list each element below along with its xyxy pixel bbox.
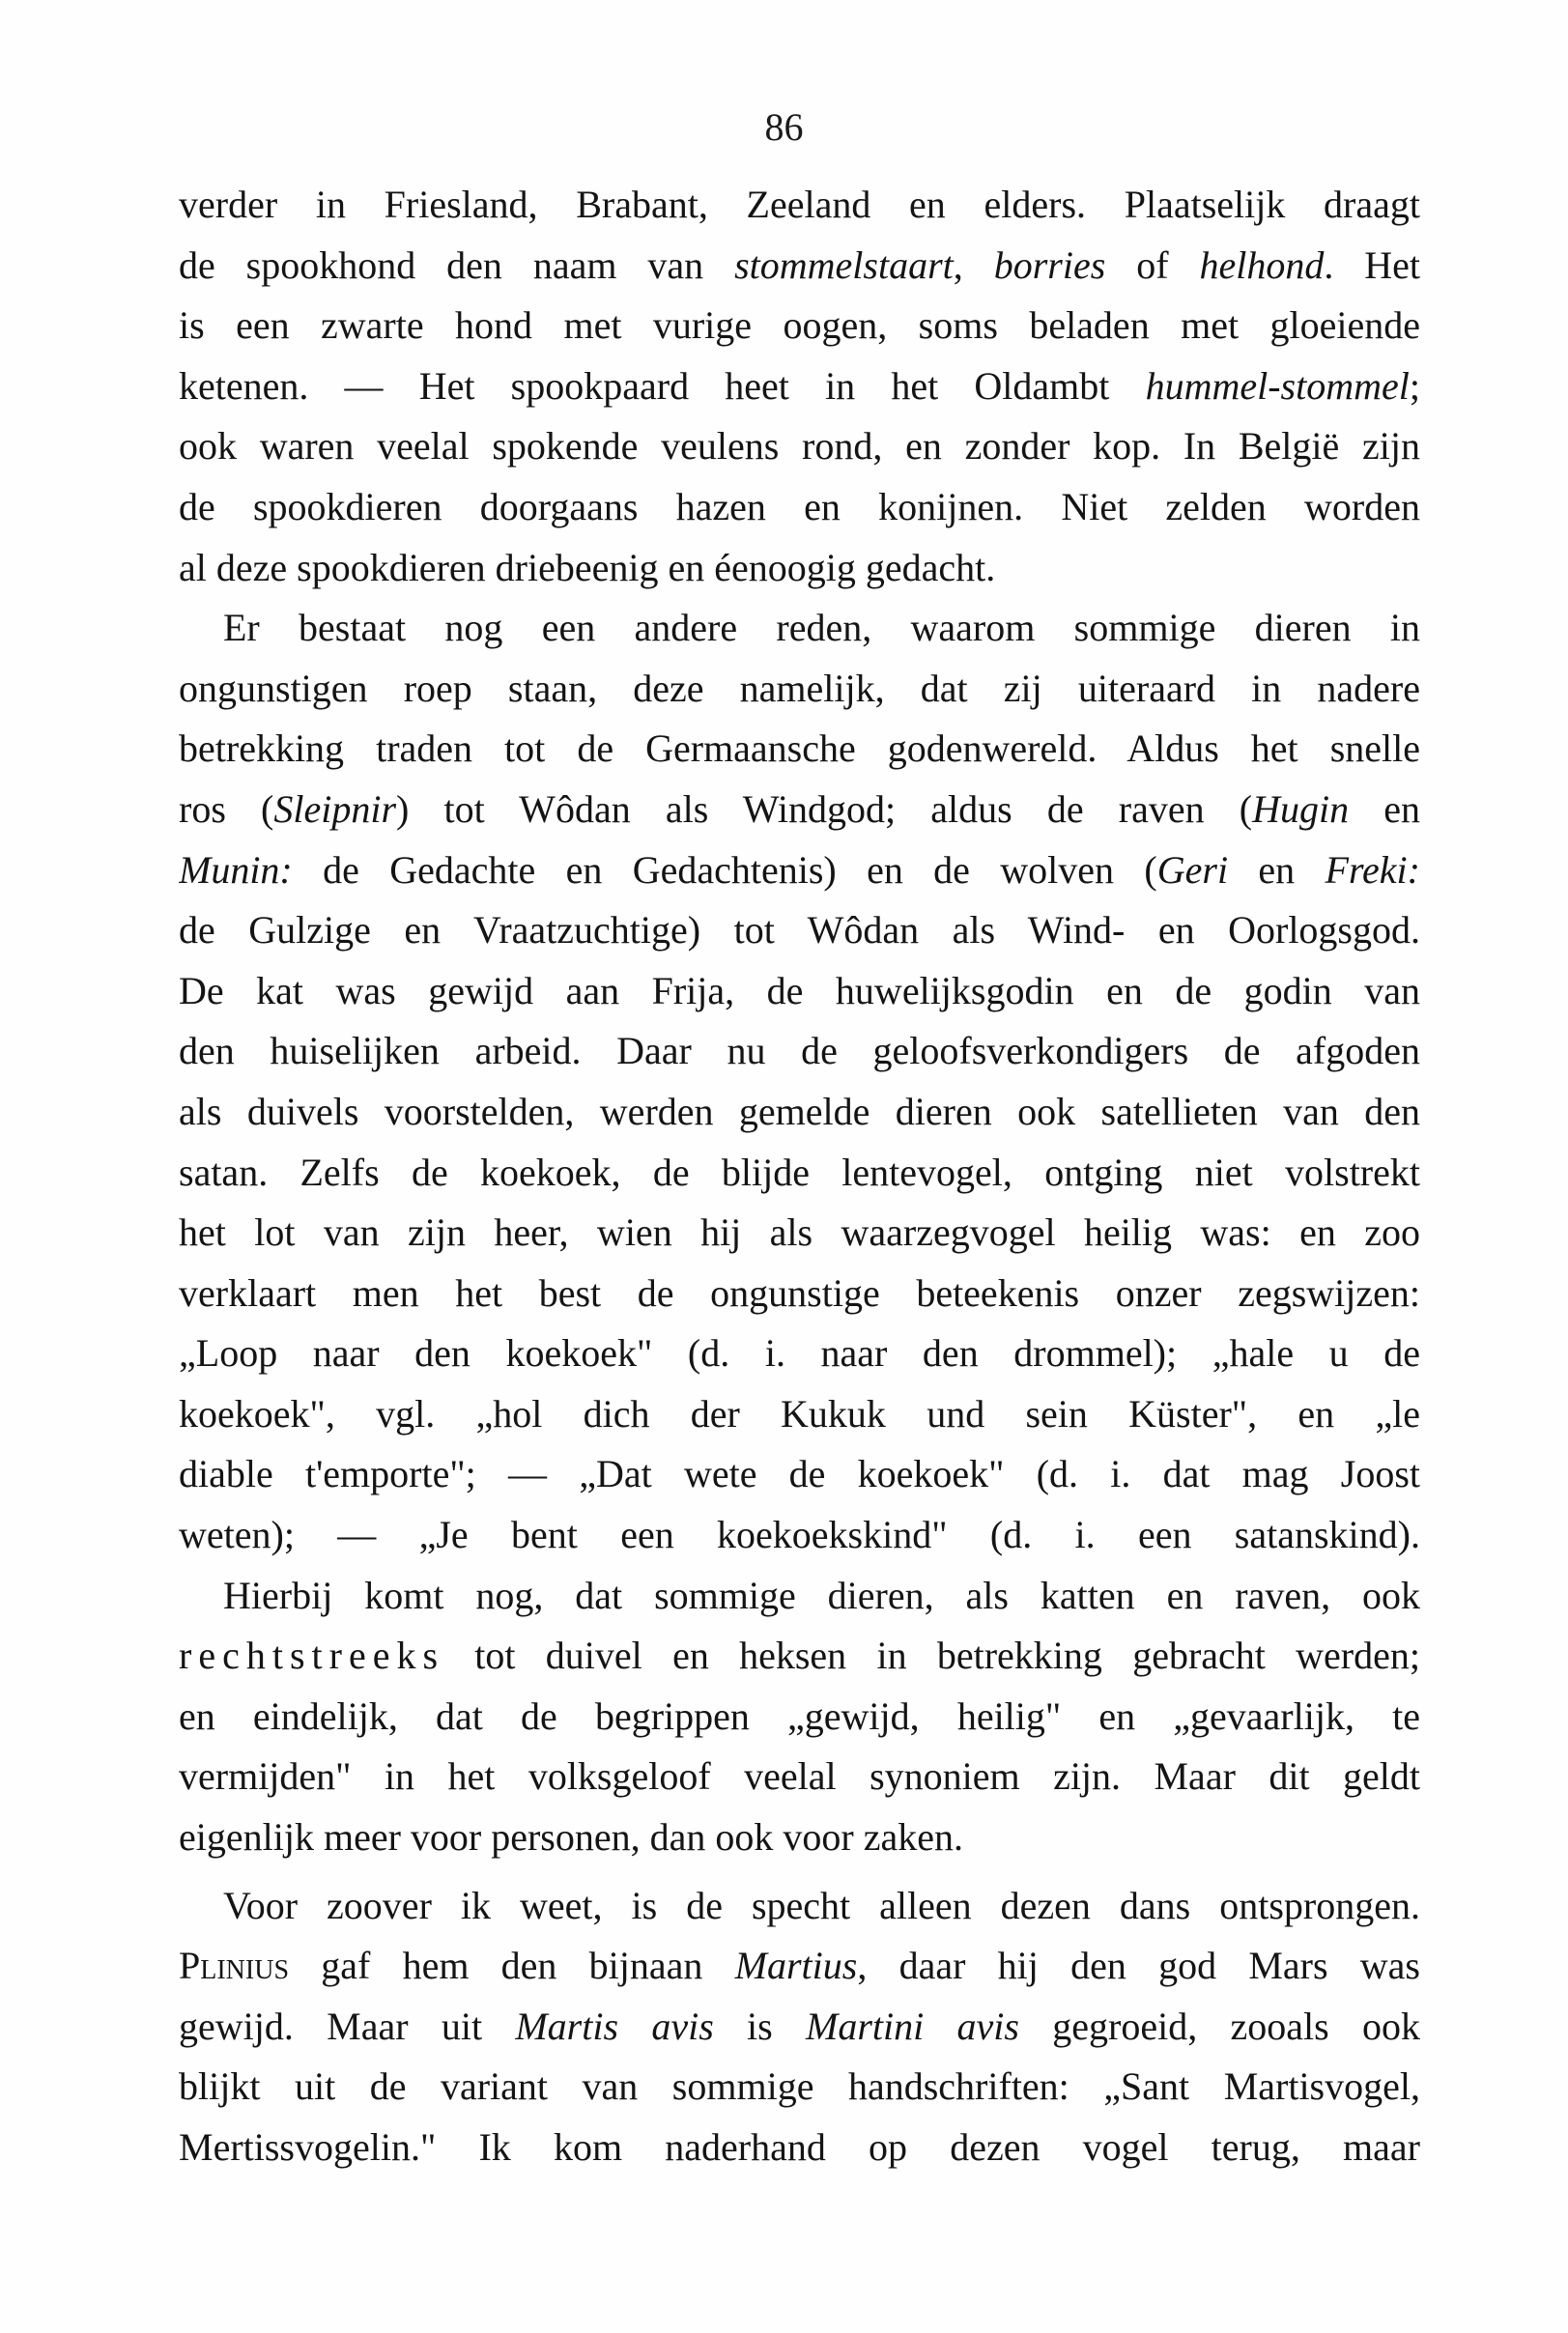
text-line: betrekking traden tot de Germaansche godenwereld. Aldus het snelle	[179, 726, 1420, 771]
text-line: ook waren veelal spokende veulens rond, en zonder kop. In België zijn	[179, 424, 1420, 469]
text-line: weten); — „Je bent een koekoekskind" (d. i. een satanskind).	[179, 1513, 1420, 1557]
text-line: de spookhond den naam van stommelstaart, borries of helhond. Het	[179, 242, 1420, 287]
text-line: al deze spookdieren driebeenig en éenoogig gedacht.	[179, 545, 996, 589]
text-line: Plinius gaf hem den bijnaan Martius, daar hij den god Mars was	[179, 1944, 1420, 1988]
text-line: den huiselijken arbeid. Daar nu de geloofsverkondigers de afgoden	[179, 1029, 1420, 1073]
italic-term: Geri	[1156, 847, 1229, 892]
text-line: ketenen. — Het spookpaard heet in het Oldambt hummel-stommel;	[179, 363, 1420, 408]
text-line: satan. Zelfs de koekoek, de blijde lentevogel, ontging niet volstrekt	[179, 1150, 1420, 1194]
text-line: blijkt uit de variant van sommige handschriften: „Sant Martisvogel,	[179, 2064, 1420, 2109]
small-caps-name: Plinius	[179, 1944, 290, 1988]
text-line: gewijd. Maar uit Martis avis is Martini avis gegroeid, zooals ook	[179, 2004, 1420, 2048]
text-line: en eindelijk, dat de begrippen „gewijd, heilig" en „gevaarlijk, te	[179, 1693, 1420, 1738]
body-text	[179, 175, 1420, 2178]
italic-term: Freki:	[1325, 847, 1420, 892]
text-line: Munin: de Gedachte en Gedachtenis) en de wolven (Geri en Freki:	[179, 847, 1420, 892]
text-line: diable t'emporte"; — „Dat wete de koekoek" (d. i. dat mag Joost	[179, 1452, 1420, 1496]
text-line: eigenlijk meer voor personen, dan ook voor zaken.	[179, 1815, 963, 1860]
text-line: „Loop naar den koekoek" (d. i. naar den drommel); „hale u de	[179, 1331, 1420, 1376]
italic-term: Martis avis	[515, 2004, 714, 2048]
text-line: vermijden" in het volksgeloof veelal synoniem zijn. Maar dit geldt	[179, 1754, 1420, 1799]
italic-term: Martini avis	[806, 2004, 1019, 2048]
text-line: Voor zoover ik weet, is de specht alleen dezen dans ontsprongen.	[223, 1883, 1420, 1927]
italic-term: stommelstaart	[734, 242, 954, 287]
text-line: ros (Sleipnir) tot Wôdan als Windgod; aldus de raven (Hugin en	[179, 786, 1420, 831]
spaced-emphasis: rechtstreeks	[179, 1634, 445, 1678]
text-line: is een zwarte hond met vurige oogen, soms beladen met gloeiende	[179, 303, 1420, 348]
text-line: koekoek", vgl. „hol dich der Kukuk und sein Küster", en „le	[179, 1391, 1420, 1436]
page-number: 86	[764, 105, 804, 149]
text-line: het lot van zijn heer, wien hij als waarzegvogel heilig was: en zoo	[179, 1210, 1420, 1255]
text-line: als duivels voorstelden, werden gemelde dieren ook satellieten van den	[179, 1089, 1420, 1133]
text-line: rechtstreeks tot duivel en heksen in betrekking gebracht werden;	[179, 1634, 1420, 1678]
text-line: verder in Friesland, Brabant, Zeeland en elders. Plaatselijk draagt	[179, 183, 1420, 226]
text-line: Mertissvogelin." Ik kom naderhand op dezen vogel terug, maar	[179, 2125, 1420, 2169]
italic-term: Sleipnir	[273, 786, 397, 831]
italic-term: borries	[993, 242, 1106, 287]
text-line: de Gulzige en Vraatzuchtige) tot Wôdan als Wind- en Oorlogsgod.	[179, 908, 1420, 953]
italic-term: helhond	[1199, 242, 1325, 287]
text-line: ongunstigen roep staan, deze namelijk, dat zij uiteraard in nadere	[179, 666, 1420, 710]
text-line: verklaart men het best de ongunstige beteekenis onzer zegswijzen:	[179, 1270, 1420, 1315]
italic-term: hummel-stommel	[1145, 363, 1410, 408]
text-line: De kat was gewijd aan Frija, de huwelijksgodin en de godin van	[179, 968, 1420, 1012]
italic-term: Hugin	[1252, 786, 1350, 831]
italic-term: Munin:	[179, 847, 293, 892]
text-line: Hierbij komt nog, dat sommige dieren, als katten en raven, ook	[223, 1573, 1420, 1617]
italic-term: Martius	[734, 1944, 858, 1988]
text-line: Er bestaat nog een andere reden, waarom sommige dieren in	[223, 606, 1420, 650]
text-line: de spookdieren doorgaans hazen en konijnen. Niet zelden worden	[179, 484, 1420, 528]
